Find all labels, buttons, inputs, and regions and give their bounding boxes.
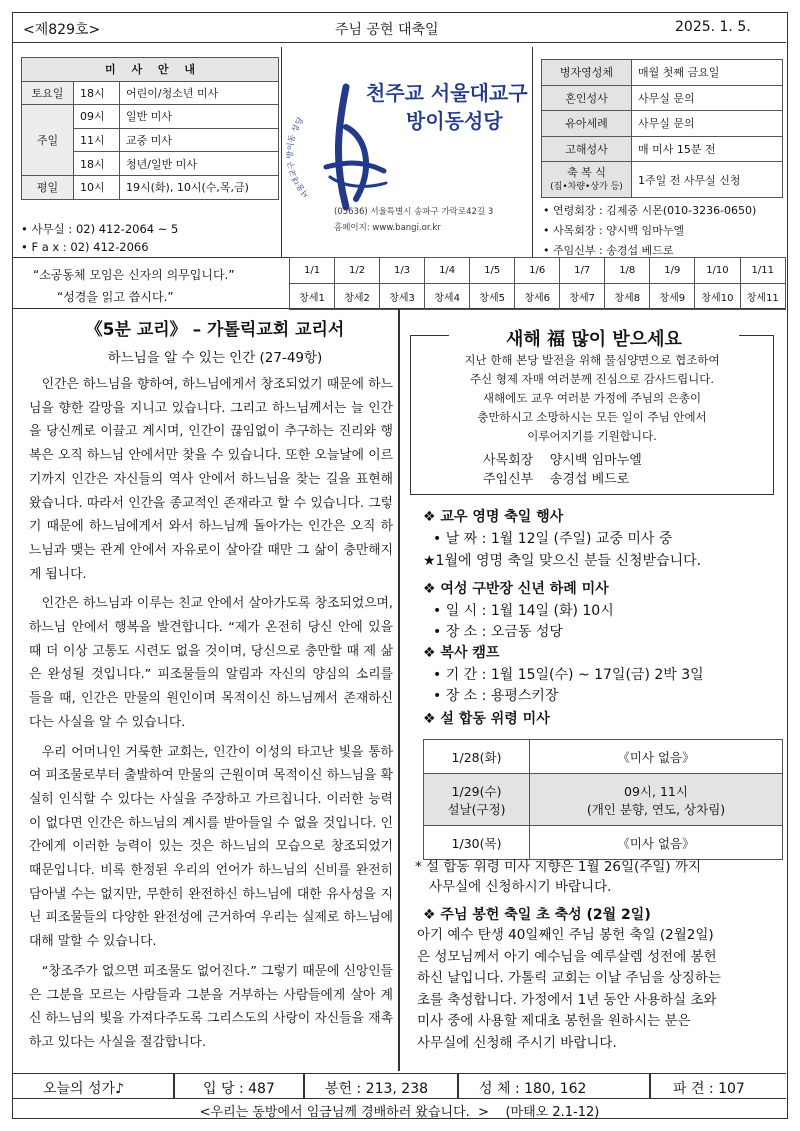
parish-officers: [543, 201, 756, 261]
schedule-chapter: 창세10: [695, 284, 740, 310]
article-body: [29, 373, 393, 1061]
schedule-chapter: 창세2: [335, 284, 380, 310]
notice-women-mass-title: ❖ 여성 구반장 신년 하례 미사: [423, 581, 609, 597]
hymn-footer: [13, 1073, 786, 1099]
memorial-date-line: 1/29(수): [451, 783, 502, 799]
schedule-date: 1/1: [290, 258, 335, 284]
notice-presentation-title: ❖ 주님 봉헌 축일 초 축성 (2월 2일): [423, 907, 651, 923]
presentation-line: 초를 축성합니다. 가정에서 1년 동안 사용하실 초와: [417, 991, 717, 1008]
sacrament-label: 혼인성사: [542, 85, 632, 111]
memorial-info: [530, 774, 783, 826]
logo-diocese: 천주교 서울대교구: [366, 81, 528, 105]
schedule-date: 1/8: [605, 258, 650, 284]
feast-title: 주님 공현 대축일: [335, 22, 439, 38]
bulletin-page: [12, 12, 788, 1119]
greeting-line: 새해에도 교우 여러분 가정에 주님의 은총이: [482, 391, 702, 405]
memorial-info-line: (개인 분향, 연도, 상차림): [586, 801, 726, 817]
officer-line: • 주임신부 : 송경섭 베드로: [543, 244, 674, 257]
sacrament-label: [542, 162, 632, 198]
schedule-chapter: 창세3: [380, 284, 425, 310]
sacrament-value: 사무실 문의: [632, 85, 783, 111]
day-label: 평일: [22, 175, 74, 199]
blessing-label: 축 복 식: [567, 165, 606, 179]
blessing-sub-label: (집•차량•상가 등): [550, 181, 623, 192]
signature-line: 주임신부 송경섭 베드로: [483, 472, 630, 487]
officer-line: • 연령회장 : 김제중 시몬(010-3236-0650): [543, 204, 757, 217]
sacrament-label: 유아세례: [542, 111, 632, 137]
schedule-date: 1/10: [695, 258, 740, 284]
new-year-message: [413, 351, 771, 446]
schedule-date: 1/6: [515, 258, 560, 284]
schedule-date: 1/7: [560, 258, 605, 284]
mass-time: 18시: [74, 152, 120, 176]
svg-text:서울대교구 방이동 성당: [286, 115, 311, 201]
memorial-date: [424, 774, 530, 826]
office-phone: • 사무실 : 02) 412-2064 ~ 5: [21, 222, 179, 236]
parish-address: (05636) 서울특별시 송파구 가락로42길 3: [334, 207, 494, 217]
mass-desc: 교중 미사: [120, 128, 279, 152]
schedule-date: 1/2: [335, 258, 380, 284]
presentation-body: [417, 925, 721, 1054]
parish-website: 홈페이지: www.bangi.or.kr: [334, 223, 441, 233]
parish-logo-area: [281, 47, 533, 257]
presentation-line: 아기 예수 탄생 40일째인 주님 봉헌 축일 (2월2일): [417, 927, 714, 943]
schedule-date: 1/4: [425, 258, 470, 284]
greeting-line: 이루어지기를 기원합니다.: [527, 429, 657, 443]
mass-desc: 어린이/청소년 미사: [120, 81, 279, 105]
memorial-info: 《미사 없음》: [530, 740, 783, 774]
sacrament-label: 병자영성체: [542, 60, 632, 86]
logo-arc-text: 서울대교구 방이동 성당: [286, 115, 312, 200]
sacrament-value: 매월 첫째 금요일: [632, 60, 783, 86]
mass-time: 11시: [74, 128, 120, 152]
schedule-date: 1/3: [380, 258, 425, 284]
memorial-date: 1/30(목): [424, 826, 530, 860]
notice-line: • 날 짜 : 1월 12일 (주일) 교중 미사 중: [433, 531, 673, 547]
greeting-line: 주신 형제 자매 여러분께 진심으로 감사드립니다.: [469, 372, 715, 386]
greeting-line: 충만하시고 소망하시는 모든 일이 주님 안에서: [477, 410, 707, 424]
mass-desc: 청년/일반 미사: [120, 152, 279, 176]
article-paragraph: 인간은 하느님을 향하여, 하느님에게서 창조되었기 때문에 하느님을 향한 갈망을 지니고 있습니다. 그리고 하느님께서는 늘 인간을 당신께로 이끌고 계시며, 인간이 끊임없이 추구하는 진리와 행복은 오직 하느님 안에서만 찾을 수 있습니다. 또한 오늘날에 이르기까지 인간은 자신들의 역사 안에서 하느님을 찾는 길을 표현해 왔습니다. 따라서 인간을 종교적인 존재라고 할 수 있습니다. 그렇기 때문에 하느님에게서 와서 하느님께 돌아가는 인간은 오직 하느님과 맺는 관계 안에서 자유로이 살아갈 때만 그 삶이 충만해지게 됩니다.: [29, 377, 393, 582]
signature-line: 사목회장 양시백 임마누엘: [483, 453, 642, 468]
hymn-communion: 성 체 : 180, 162: [479, 1081, 587, 1097]
gospel-verse: <우리는 동방에서 임금님께 경배하러 왔습니다. > (마태오 2.1-12): [199, 1105, 600, 1120]
mass-time: 10시: [74, 175, 120, 199]
article-paragraph: 우리 어머니인 거룩한 교회는, 인간이 이성의 타고난 빛을 통하여 피조물로부터 출발하여 만물의 근원이며 목적이신 하느님을 확실히 인식할 수 있다는 사실을 주장하고 가르칩니다. 이러한 능력이 없다면 인간은 하느님의 계시를 받아들일 수 없을 것입니다. 인간에게 이러한 능력이 있는 것은 하느님의 모습으로 창조되었기 때문입니다. 비록 한정된 우리의 언어가 하느님의 신비를 완전히 담아낼 수는 없지만, 무한히 완전하신 하느님에 대한 유사성을 지닌 피조물들의 다양한 완전성에 근거하여 우리는 실제로 하느님에 대해 말할 수 있습니다.: [29, 744, 393, 950]
sacrament-label: 고해성사: [542, 136, 632, 162]
sacraments-table: [541, 59, 783, 198]
schedule-chapter: 창세8: [605, 284, 650, 310]
presentation-line: 은 성모님께서 아기 예수님을 예루살렘 성전에 봉헌: [417, 948, 717, 965]
bulletin-date: 2025. 1. 5.: [675, 19, 751, 35]
mass-time: 09시: [74, 105, 120, 129]
motto-line: “성경을 읽고 씁시다.”: [57, 290, 174, 304]
day-label: 토요일: [22, 81, 74, 105]
memorial-note: 사무실에 신청하시기 바랍니다.: [429, 879, 612, 895]
notice-line: • 장 소 : 용평스키장: [433, 688, 559, 704]
notice-line: ★1월에 영명 축일 맞으신 분들 신청받습니다.: [423, 553, 702, 569]
schedule-chapter: 창세5: [470, 284, 515, 310]
mass-schedule-table: [21, 57, 279, 200]
hymn-entrance: 입 당 : 487: [203, 1081, 275, 1097]
bible-schedule-table: [289, 257, 786, 310]
notice-altar-camp-title: ❖ 복사 캠프: [423, 645, 500, 661]
greeting-signature: [483, 451, 642, 489]
memorial-date: 1/28(화): [424, 740, 530, 774]
article-title: 《5분 교리》 – 가톨릭교회 교리서: [85, 320, 345, 340]
notice-line: • 장 소 : 오금동 성당: [433, 624, 563, 640]
article-subtitle: 하느님을 알 수 있는 인간 (27-49항): [107, 350, 323, 366]
schedule-chapter: 창세4: [425, 284, 470, 310]
bulletin-header: [13, 13, 786, 43]
mass-desc: 일반 미사: [120, 105, 279, 129]
schedule-chapter: 창세9: [650, 284, 695, 310]
new-year-title: 새해 福 많이 받으세요: [449, 325, 739, 351]
notice-name-day-title: ❖ 교우 영명 축일 행사: [423, 509, 564, 525]
article-paragraph: “창조주가 없으면 피조물도 없어진다.” 그렇기 때문에 신앙인들은 그분을 모르는 사람들과 그분을 거부하는 사람들에게 살아 계신 하느님의 빛을 가져다주도록 그리스도의 사랑이 자신들을 재촉하고 있다는 사실을 절감합니다.: [29, 963, 393, 1050]
mass-time: 18시: [74, 81, 120, 105]
memorial-info-line: 09시, 11시: [624, 783, 688, 799]
schedule-date: 1/9: [650, 258, 695, 284]
logo-parish: 방이동성당: [406, 109, 503, 133]
office-fax: • F a x : 02) 412-2066: [21, 240, 149, 254]
memorial-date-line: 설날(구정): [447, 801, 506, 817]
presentation-line: 하신 날입니다. 가톨릭 교회는 이날 주님을 상징하는: [417, 970, 721, 986]
office-contact: [21, 220, 178, 256]
day-label: 주일: [22, 105, 74, 176]
greeting-line: 지난 한해 본당 발전을 위해 물심양면으로 협조하여: [464, 353, 720, 367]
memorial-info: 《미사 없음》: [530, 826, 783, 860]
schedule-chapter: 창세6: [515, 284, 560, 310]
motto-quotes: [33, 264, 235, 308]
notice-line: • 일 시 : 1월 14일 (화) 10시: [433, 603, 614, 619]
issue-number: <제829호>: [23, 22, 101, 38]
presentation-line: 사무실에 신청해 주시기 바랍니다.: [417, 1034, 617, 1051]
hymn-offertory: 봉헌 : 213, 238: [325, 1081, 429, 1097]
schedule-chapter: 창세11: [740, 284, 785, 310]
motto-line: “소공동체 모임은 신자의 의무입니다.”: [33, 268, 235, 282]
sacrament-value: 사무실 문의: [632, 111, 783, 137]
memorial-mass-table: [423, 739, 783, 860]
schedule-date: 1/11: [740, 258, 785, 284]
officer-line: • 사목회장 : 양시백 임마누엘: [543, 224, 685, 237]
sacrament-value: 매 미사 15분 전: [632, 136, 783, 162]
memorial-note: * 설 합동 위령 미사 지향은 1월 26일(주일) 까지: [415, 859, 702, 875]
schedule-chapter: 창세7: [560, 284, 605, 310]
hymn-label: 오늘의 성가♪: [43, 1081, 125, 1097]
schedule-date: 1/5: [470, 258, 515, 284]
mass-desc: 19시(화), 10시(수,목,금): [120, 175, 279, 199]
article-paragraph: 인간은 하느님과 이루는 친교 안에서 살아가도록 창조되었으며, 하느님 안에서 행복을 발견합니다. “제가 온전히 당신 안에 있을 때 더 이상 고통도 시련도 없을 것이며, 당신으로 충만할 때 제 삶은 완성될 것입니다.” 피조물들의 알림과 자신의 양심의 소리를 들을 때, 인간은 만물의 원인이며 목적이신 하느님께서 존재하신다는 사실을 알 수 있습니다.: [29, 596, 393, 730]
notice-memorial-mass-title: ❖ 설 합동 위령 미사: [423, 711, 550, 727]
schedule-chapter: 창세1: [290, 284, 335, 310]
presentation-line: 미사 중에 사용할 제대초 봉헌을 원하시는 분은: [417, 1013, 691, 1029]
sacrament-value: 1주일 전 사무실 신청: [632, 162, 783, 198]
notice-line: • 기 간 : 1월 15일(수) ~ 17일(금) 2박 3일: [433, 667, 704, 683]
bible-reading-strip: [13, 257, 786, 309]
column-divider: [398, 309, 400, 1071]
hymn-dismissal: 파 견 : 107: [673, 1081, 745, 1097]
mass-schedule-title: 미 사 안 내: [22, 58, 279, 82]
